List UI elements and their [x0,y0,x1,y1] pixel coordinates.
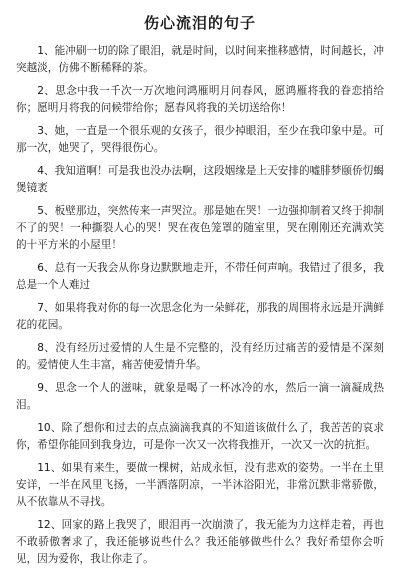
list-item: 12、回家的路上我哭了，眼泪再一次崩溃了，我无能为力这样走着，再也不敢骄傲奢求了，我还能够说些什么？我还能够做些什么？我好希望你会听见，因为爱你，我让你走了。 [16,519,384,565]
list-item: 5、板壁那边，突然传来一声哭泣。那是她在哭！一边强抑制着又终于抑制不了的哭！一种撕裂人心的哭！哭在夜色笼罩的随室里，哭在刚刚还充满欢笑的十平方米的小屋里！ [16,205,384,251]
list-item: 10、除了想你和过去的点点滴滴我真的不知道该做什么了，我苦苦的哀求你，希望你能回到我身边，可是你一次又一次将我推开，一次又一次的抗拒。 [16,422,384,451]
list-item: 8、没有经历过爱情的人生是不完整的，没有经历过痛苦的爱情是不深刻的。爱情使人生丰富，痛苦使爱情升华。 [16,342,384,371]
page-title: 伤心流泪的句子 [143,14,256,32]
list-item: 7、如果将我对你的每一次思念化为一朵鲜花，那我的周围将永远是开满鲜花的花园。 [16,302,384,331]
list-item: 9、思念一个人的滋味，就象是喝了一杯冰冷的水，然后一滴一滴凝成热泪。 [16,382,384,411]
list-item: 4、我知道啊！可是我也没办法啊，这段姻缘是上天安排的嘘腓梦颐侨忉蝎煲镜袤 [16,165,384,194]
list-item: 6、总有一天我会从你身边默默地走开，不带任何声响。我错过了很多，我总是一个人难过 [16,262,384,291]
list-item: 2、思念中我一千次一万次地问鸿雁明月问春风，愿鸿雁将我的眷恋捎给你；愿明月将我的问候带给你；愿春风将我的关切送给你！ [16,85,384,114]
list-item: 3、她，一直是一个很乐观的女孩子，很少掉眼泪，至少在我印象中是。可那一次，她哭了，哭得很伤心。 [16,125,384,154]
list-item: 1、能冲刷一切的除了眼泪，就是时间，以时间来推移感情，时间越长，冲突越淡，仿佛不断稀释的茶。 [16,45,384,74]
list-item: 11、如果有来生，要做一棵树，站成永恒，没有悲欢的姿势。一半在土里安详，一半在风里飞扬，一半洒落阴凉，一半沐浴阳光，非常沉默非常骄傲，从不依靠从不寻找。 [16,462,384,508]
entry-list [16,43,384,568]
